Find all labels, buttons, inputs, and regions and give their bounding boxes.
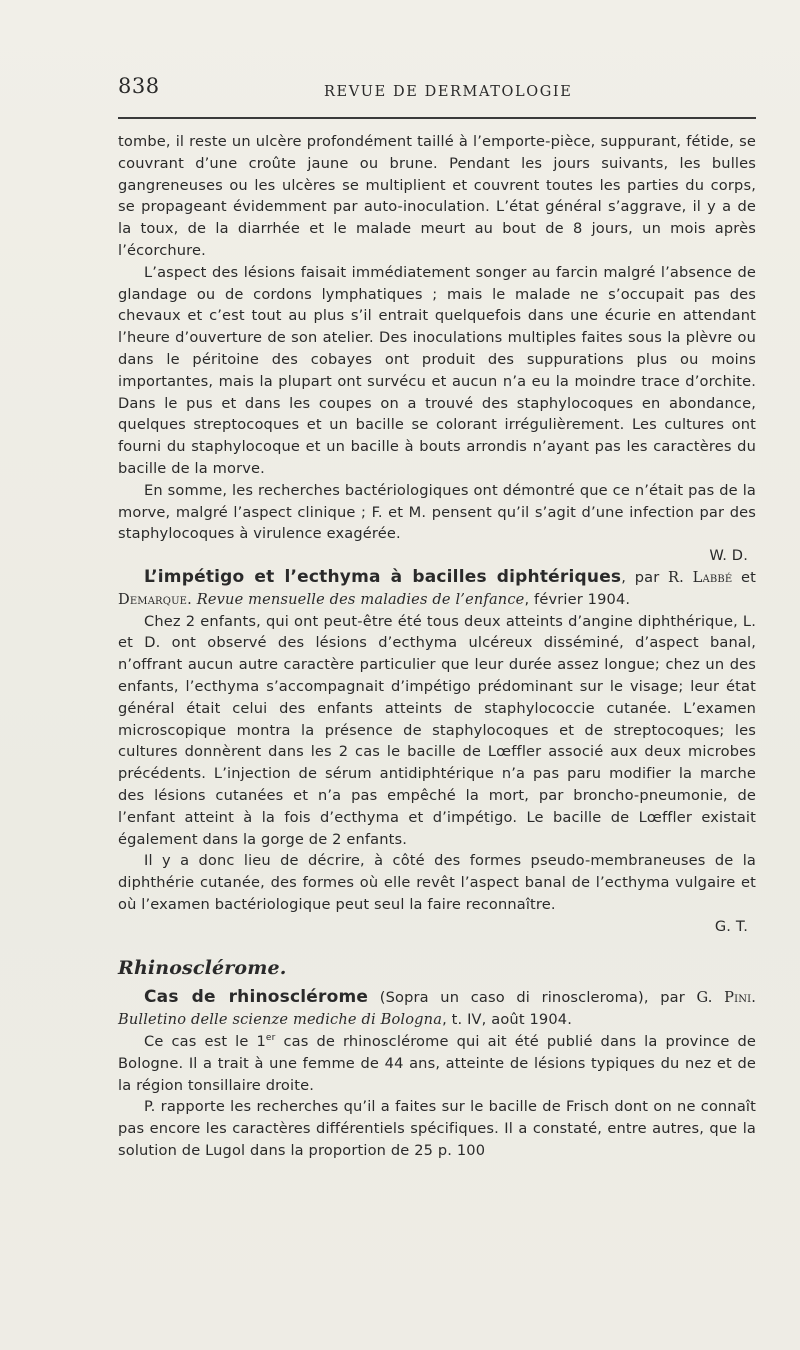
paragraph-5: Il y a donc lieu de décrire, à côté des formes pseudo-membraneuses de la diphthérie cutanée, des formes où elle revêt l’aspect banal de l’ecthyma vulgaire et où l’examen bactériologique peut seul la faire reconnaître. (118, 852, 756, 913)
article-2-heading (118, 567, 756, 611)
paragraph-3-text: En somme, les recherches bactériologiques ont démontré que ce n’était pas de la morve, malgré l’aspect clinique ; F. et M. pensent qu’il s’agit d’une infection par des staphylocoques à virulence exagérée. (118, 481, 756, 543)
article-3-heading (118, 987, 756, 1031)
article-2-date: , février 1904. (524, 590, 631, 608)
paragraph-6-rest: cas de rhinosclérome qui ait été publié dans la province de Bologne. Il a trait à une femme de 44 ans, atteinte de lésions typiques du nez et de la région tonsillaire droite. (118, 1033, 756, 1094)
page-number: 838 (118, 74, 160, 98)
article-3-author: G. Pini. (696, 989, 757, 1007)
running-title: REVUE DE DERMATOLOGIE (324, 84, 573, 100)
paragraph-3 (118, 480, 756, 545)
paragraph-6-start: Ce cas est le 1 (144, 1033, 266, 1051)
paragraph-2: L’aspect des lésions faisait immédiatement songer au farcin malgré l’absence de glandage ou de cordons lymphatiques ; mais le malade ne s’occupait pas des chevaux et c’est tout au plus s’il entrait quelquefois dans une écurie en attendant l’heure d’ouverture de son atelier. Des inoculations multiples faites sous la plèvre ou dans le péritoine des cobayes ont produit des suppurations plus ou moins importantes, mais la plupart ont survécu et aucun n’a eu la moindre trace d’orchite. Dans le pus et dans les coupes on a trouvé des staphylocoques en abondance, quelques streptocoques et un bacille se colorant irrégulièrement. Les cultures ont fourni du staphylocoque et un bacille à bouts arrondis n’ayant pas les caractères du bacille de la morve. (118, 263, 756, 477)
paragraph-4: Chez 2 enfants, qui ont peut-être été tous deux atteints d’angine diphthérique, L. et D. ont observé des lésions d’ecthyma ulcéreux disséminé, d’aspect banal, n’offrant aucun autre caractère particulier que leur durée assez longue; chez un des enfants, l’ecthyma s’accompagnait d’impétigo prédominant sur le visage; leur état général était celui des enfants atteints de staphylococcie cutanée. L’examen microscopique montra la présence de staphylocoques et de streptocoques; les cultures donnèrent dans les 2 cas le bacille de Lœffler associé aux deux microbes précédents. L’injection de sérum antidiphtérique n’a pas paru modifier la marche des lésions cutanées et n’a pas empêché la mort, par broncho-pneumonie, de l’enfant atteint à la fois d’ecthyma et d’impétigo. Le bacille de Lœffler existait également dans la gorge de 2 enfants. (118, 612, 756, 848)
article-2-and: et (732, 568, 756, 586)
article-2-by: , par (621, 568, 660, 586)
article-2-author-1: R. Labbé (668, 568, 733, 586)
article-body (118, 131, 756, 1162)
article-3-journal: Bulletino delle scienze mediche di Bologna (118, 1011, 443, 1029)
article-3-title: Cas de rhinosclérome (144, 987, 369, 1008)
signature-line-1 (118, 545, 756, 567)
header-rule (118, 117, 756, 119)
signature-line-2 (118, 916, 756, 938)
article-3-subtitle: (Sopra un caso di rinoscleroma), par (368, 989, 697, 1007)
article-3-date: , t. IV, août 1904. (442, 1011, 573, 1029)
paragraph-7: P. rapporte les recherches qu’il a faites sur le bacille de Frisch dont on ne connaît pas encore les caractères différentiels spécifiques. Il a constaté, entre autres, que la solution de Lugol dans la proportion de 25 p. 100 (118, 1098, 756, 1160)
signature-wd: W. D. (709, 547, 748, 565)
article-2-journal: Revue mensuelle des maladies de l’enfance (196, 590, 525, 608)
paragraph-1: tombe, il reste un ulcère profondément taillé à l’emporte-pièce, suppurant, fétide, se couvrant d’une croûte jaune ou brune. Pendant les jours suivants, les bulles gangreneuses ou les ulcères se multiplient et couvrent toutes les parties du corps, se propageant évidemment par auto-inoculation. L’état général s’aggrave, il y a de la toux, de la diarrhée et le malade meurt au bout de 8 jours, un mois après l’écorchure. (118, 133, 756, 259)
paragraph-6 (118, 1031, 756, 1096)
signature-gt: G. T. (714, 917, 748, 935)
page-header (118, 74, 758, 104)
article-2-author-2: Demarque. (118, 590, 192, 608)
section-heading: Rhinosclérome. (118, 957, 287, 980)
article-2-title: L’impétigo et l’ecthyma à bacilles diphtériques (144, 566, 622, 587)
paragraph-6-sup: er (265, 1033, 276, 1044)
